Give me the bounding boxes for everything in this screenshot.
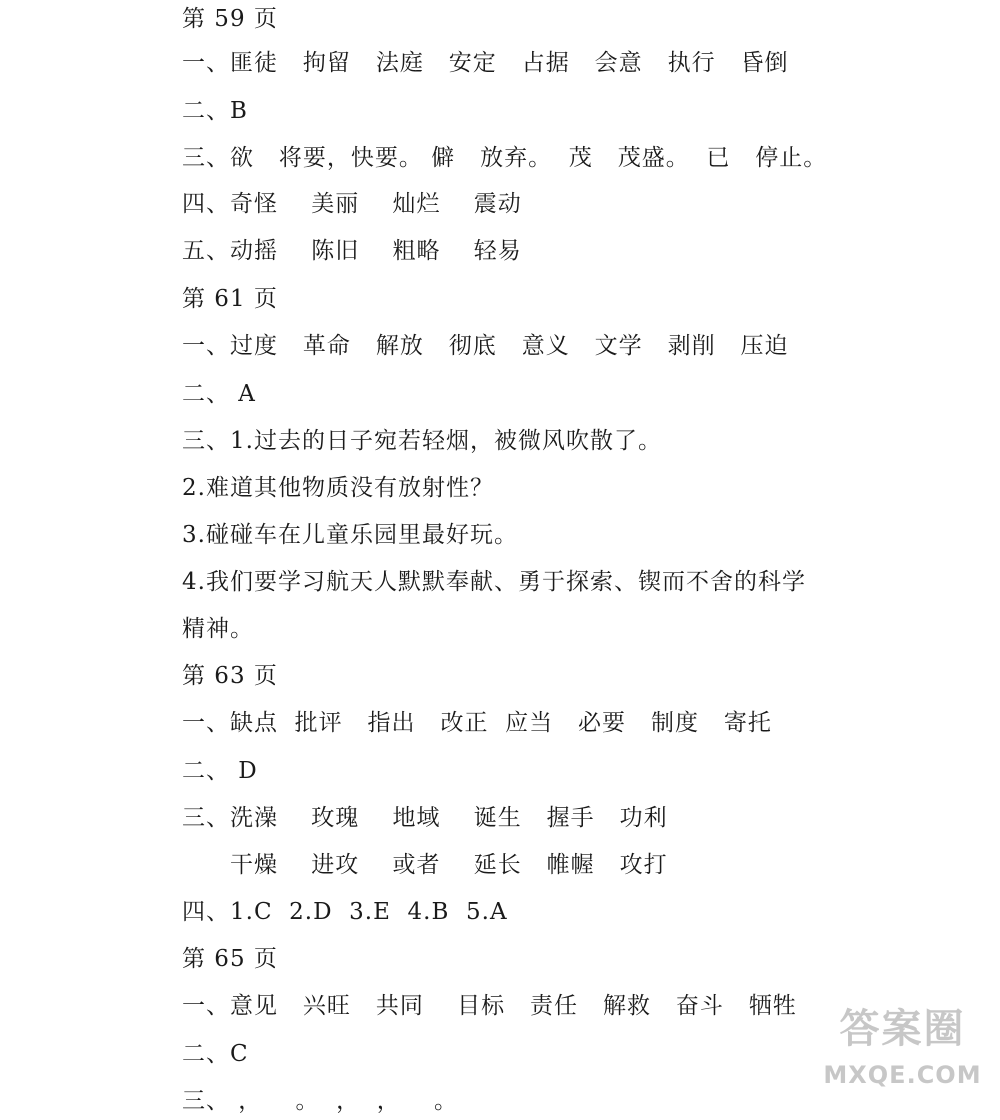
p61-line-6: 4.我们要学习航天人默默奉献、勇于探索、锲而不舍的科学 [182, 569, 806, 595]
p65-line-3: 三、 ， 。 ， ， 。 [182, 1088, 459, 1114]
watermark-logo [815, 999, 990, 1114]
section-header-p63: 第 63 页 [182, 663, 278, 689]
p59-line-4: 四、奇怪 美丽 灿烂 震动 [182, 191, 522, 217]
p63-line-4: 干燥 进攻 或者 延长 帷幄 攻打 [230, 852, 668, 878]
p59-line-1: 一、匪徒 拘留 法庭 安定 占据 会意 执行 昏倒 [182, 50, 789, 76]
watermark-logo-text: 答案圈 [839, 1005, 966, 1052]
section-header-p61: 第 61 页 [182, 286, 278, 312]
p61-line-2: 二、 A [182, 381, 256, 407]
section-header-p59: 第 59 页 [182, 6, 278, 32]
p63-line-3: 三、洗澡 玫瑰 地域 诞生 握手 功利 [182, 805, 668, 831]
p61-line-7: 精神。 [182, 616, 254, 642]
p61-line-1: 一、过度 革命 解放 彻底 意义 文学 剥削 压迫 [182, 333, 789, 359]
p59-line-3: 三、欲 将要，快要。 僻 放弃。 茂 茂盛。 已 停止。 [182, 145, 828, 171]
p63-line-2: 二、 D [182, 758, 258, 784]
p65-line-2: 二、C [182, 1041, 249, 1067]
p59-line-2: 二、B [182, 98, 248, 124]
p63-line-5: 四、1.C 2.D 3.E 4.B 5.A [182, 899, 508, 925]
watermark-url: MXQE.COM [823, 1061, 982, 1089]
p59-line-5: 五、动摇 陈旧 粗略 轻易 [182, 238, 522, 264]
p61-line-3: 三、1.过去的日子宛若轻烟，被微风吹散了。 [182, 428, 662, 454]
p61-line-5: 3.碰碰车在儿童乐园里最好玩。 [182, 522, 518, 548]
p63-line-1: 一、缺点 批评 指出 改正 应当 必要 制度 寄托 [182, 710, 772, 736]
section-header-p65: 第 65 页 [182, 946, 278, 972]
p65-line-1: 一、意见 兴旺 共同 目标 责任 解救 奋斗 牺牲 [182, 993, 797, 1019]
p61-line-4: 2.难道其他物质没有放射性？ [182, 475, 494, 501]
